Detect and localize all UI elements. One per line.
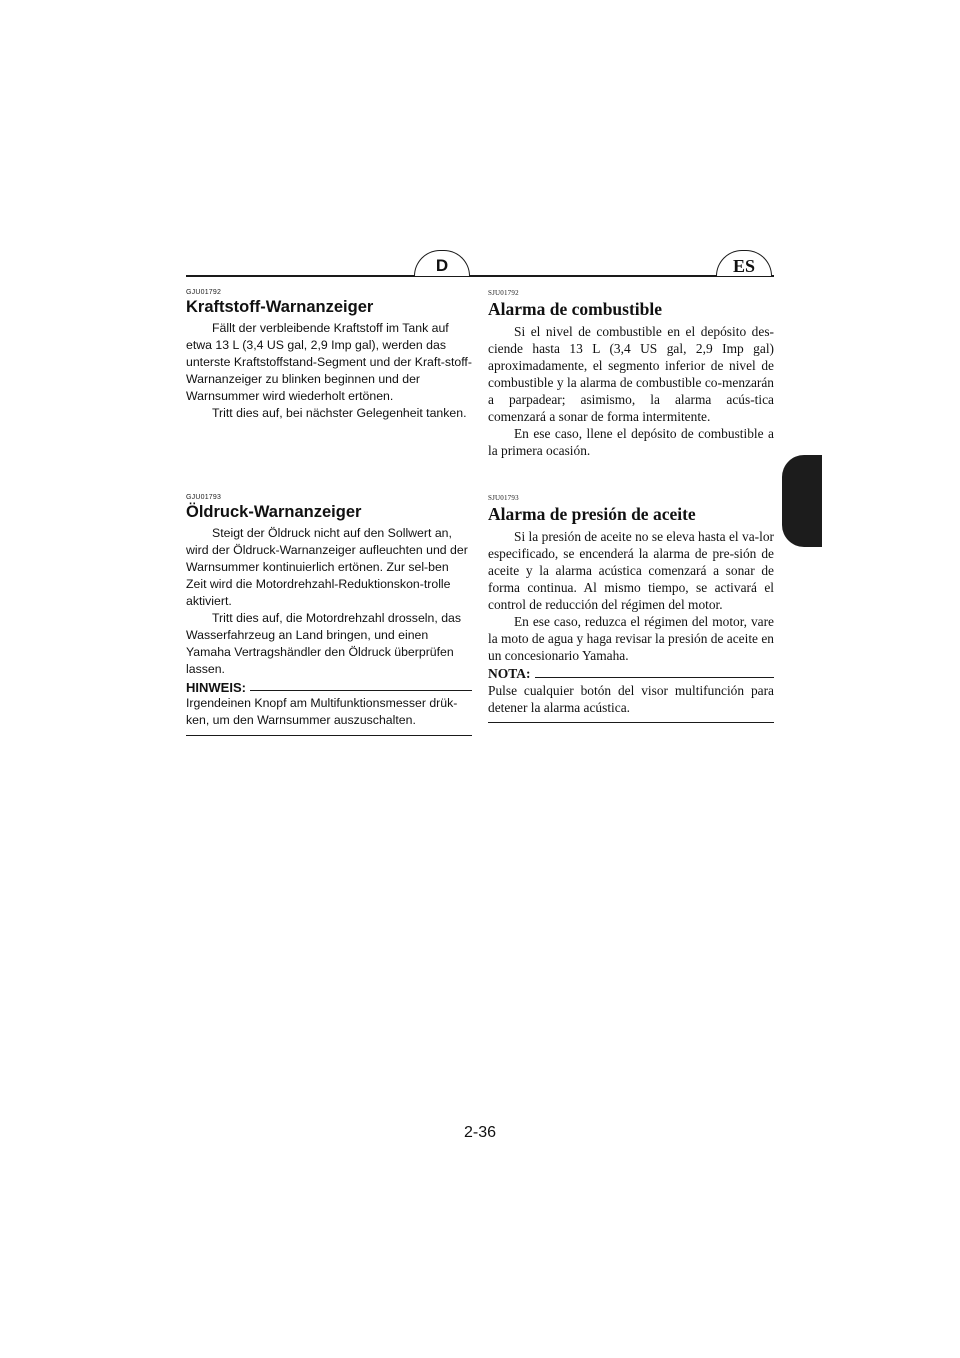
paragraph: En ese caso, llene el depósito de combustible a la primera ocasión. (488, 426, 774, 458)
de-section-fuel-warning (186, 289, 472, 422)
es-section-fuel-warning (488, 289, 774, 459)
note-rule (250, 690, 472, 691)
note-end-rule (488, 722, 774, 723)
section-title: Alarma de presión de aceite (488, 504, 696, 524)
language-tab-es: ES (716, 250, 772, 276)
paragraph: Tritt dies auf, die Motordrehzahl drosseln, das Wasserfahrzeug an Land bringen, und einen Yamaha Vertragshändler den Öldruck überprüfen lassen. (186, 611, 462, 676)
language-tab-de: D (414, 250, 470, 276)
chapter-side-tab (782, 455, 822, 547)
note-end-rule (186, 735, 472, 736)
section-code: SJU01793 (488, 494, 519, 502)
section-title: Kraftstoff-Warnanzeiger (186, 298, 374, 316)
section-code: GJU01793 (186, 494, 222, 501)
section-title: Öldruck-Warnanzeiger (186, 503, 362, 521)
page-number: 2-36 (463, 1124, 497, 1141)
note-text: Pulse cualquier botón del visor multifunción para detener la alarma acústica. (488, 683, 774, 715)
section-code: GJU01792 (186, 289, 222, 296)
header-rule (186, 275, 774, 277)
note-header (488, 666, 774, 682)
paragraph: Steigt der Öldruck nicht auf den Sollwert an, wird der Öldruck-Warnanzeiger aufleuchten und der Warnsummer kontinuierlich ertönen. Zur sel-ben Zeit wird die Motordrehzahl-Reduktionskon-trolle aktiviert. (186, 526, 468, 608)
note-header (186, 680, 472, 695)
paragraph: Fällt der verbleibende Kraftstoff im Tank auf etwa 13 L (3,4 US gal, 2,9 Imp gal), werden das unterste Kraftstoffstand-Segment und der Kraft-stoff-Warnanzeiger zu blinken beginnen und der Warnsummer wird wiederholt ertönen. (186, 321, 472, 403)
section-title: Alarma de combustible (488, 299, 663, 319)
note-rule (535, 677, 775, 678)
note-label: NOTA: (488, 666, 531, 681)
note-text: Irgendeinen Knopf am Multifunktionsmesser drük-ken, um den Warnsummer auszuschalten. (186, 696, 458, 727)
section-code: SJU01792 (488, 289, 519, 297)
paragraph: Si el nivel de combustible en el depósito des-ciende hasta 13 L (3,4 US gal, 2,9 Imp gal) aproximadamente, el segmento inferior de nivel de combustible y la alarma de combustible co-menzarán a parpadear; asimismo, la alarma acús-tica comenzará a sonar de forma intermitente. (488, 324, 774, 424)
paragraph: Si la presión de aceite no se eleva hasta el va-lor especificado, se encenderá la alarma de pre-sión de aceite y la alarma acústica comenzará a sonar de forma continua. Al mismo tiempo, se activará el control de reducción del régimen del motor. (488, 529, 774, 612)
de-section-oil-pressure-warning (186, 494, 472, 736)
es-section-oil-pressure-warning (488, 494, 774, 723)
paragraph: En ese caso, reduzca el régimen del motor, vare la moto de agua y haga revisar la presión de aceite en un concesionario Yamaha. (488, 614, 774, 663)
note-label: HINWEIS: (186, 680, 246, 695)
paragraph: Tritt dies auf, bei nächster Gelegenheit tanken. (212, 406, 467, 420)
